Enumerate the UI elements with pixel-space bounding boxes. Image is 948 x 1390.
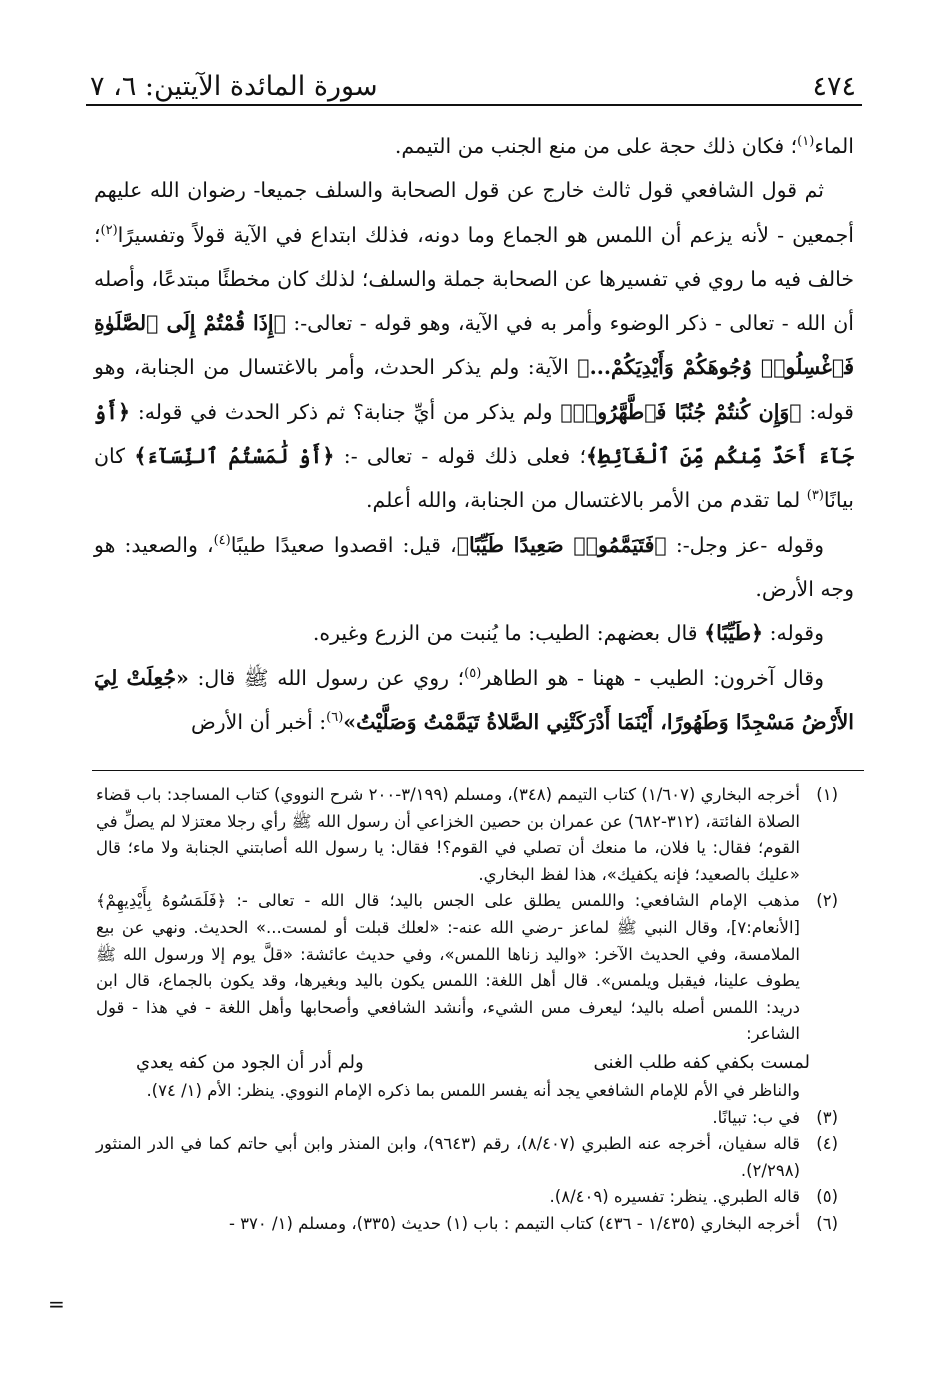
poem-hemistich-1: لمست بكفي كفه طلب الغنى	[593, 1051, 810, 1073]
paragraph-3: وقوله -عز وجل-: ﴿فَتَيَمَّمُوا۟ صَعِيدًا طَيِّبًا﴾، قيل: اقصدوا صعيدًا طيبًا$^{(٤)}$، والصعيد: هو وجه الأرض.	[94, 532, 854, 601]
quran-verse: ﴿إِذَا قُمْتُمْ إِلَى ٱلصَّلَوٰةِ فَٱغْسِلُوا۟ وُجُوهَكُمْ وَأَيْدِيَكُمْ...﴾	[94, 311, 854, 380]
quran-verse: ﴿طَيِّبًا﴾	[704, 621, 764, 646]
paragraph-4: وقوله: ﴿طَيِّبًا﴾ قال بعضهم: الطيب: ما يُنبت من الزرع وغيره.	[312, 621, 824, 646]
paragraph-2: ثم قول الشافعي قول ثالث خارج عن قول الصحابة والسلف جميعا- رضوان الله عليهم أجمعين - لأنه يزعم أن اللمس هو الجماع وما دونه، فذلك ابتداع في الآية قولاً وتفسيرًا$^{(٢)}$؛ خالف فيه ما روي في تفسيرها عن الصحابة جملة والسلف؛ لذلك كان مخطئًا مبتدعًا، وأصله أن الله - تعالى - ذكر الوضوء وأمر به في الآية، وهو قوله - تعالى-: ﴿إِذَا قُمْتُمْ إِلَى ٱلصَّلَوٰةِ فَٱغْسِلُوا۟ وُجُوهَكُمْ وَأَيْدِيَكُمْ...﴾ الآية: ولم يذكر الحدث، وأمر بالاغتسال من الجنابة، وهو قوله: ﴿وَإِن كُنتُمْ جُنُبًا فَٱطَّهَّرُوا۟﴾ ولم يذكر من أيِّ جنابة؟ ثم ذكر الحدث في قوله: ﴿أَوْ جَآءَ أَحَدٌ مِّنكُم مِّنَ ٱلْغَآئِطِ﴾؛ فعلى ذلك قوله - تعالى -: ﴿أَوْ لَٰمَسْتُمُ ٱلنِّسَآءَ﴾ كان بيانًا$^{(٣)}$ لما تقدم من الأمر بالاغتسال من الجنابة، والله أعلم.	[94, 178, 855, 513]
quran-verse: ﴿أَوْ جَآءَ أَحَدٌ مِّنكُم مِّنَ ٱلْغَآئِطِ﴾	[94, 399, 854, 469]
quran-verse: ﴿وَإِن كُنتُمْ جُنُبًا فَٱطَّهَّرُوا۟﴾	[560, 399, 802, 424]
footnote-separator	[92, 770, 864, 771]
hadith-quote: «جُعِلَتْ لِيَ الأَرْضُ مَسْجِدًا وَطَهُورًا، أَيْنَمَا أَدْرَكَتْنِي الصَّلاةُ تَيَمَّمْتُ وَصَلَّيْتُ»	[94, 665, 854, 734]
main-text	[94, 124, 854, 744]
footnote-1: (١) أخرجه البخاري (١/٦٠٧) كتاب التيمم (٣٤٨)، ومسلم (٣/١٩٩-٢٠٠ شرح النووي) كتاب المساجد: باب قضاء الصلاة الفائتة، (٣١٢-٦٨٢) عن عمران بن حصين الخزاعي أن رسول الله ﷺ رأي رجلا معتزلا لم يصلِّ في القوم؛ فقال: يا فلان، ما منعك أن تصلي في القوم؟! فقال: يا رسول الله أصابتني الجنابة ولا ماء؛ قال «عليك بالصعيد؛ فإنه يكفيك»، هذا لفظ البخاري.	[96, 785, 838, 884]
footnote-3: (٣) في ب: تبيانًا.	[712, 1107, 838, 1127]
footnote-ref: (٣)	[806, 488, 824, 504]
footnote-ref: (١)	[797, 134, 815, 150]
footnote-6: (٦) أخرجه البخاري (١/٤٣٥ - ٤٣٦) كتاب التيمم : باب (١) حديث (٣٣٥)، ومسلم (١/ ٣٧٠ -	[228, 1213, 838, 1233]
page-header	[90, 62, 856, 102]
running-title: سورة المائدة الآيتين: ٦، ٧	[90, 71, 378, 102]
quran-verse: ﴿فَتَيَمَّمُوا۟ صَعِيدًا طَيِّبًا﴾	[456, 532, 667, 557]
poem-verse	[96, 1048, 838, 1078]
header-rule	[86, 104, 862, 106]
paragraph-1: الماء$^{(١)}$؛ فكان ذلك حجة على من منع الجنب من التيمم.	[394, 134, 854, 158]
footnote-ref: (٤)	[213, 532, 231, 548]
footnote-2: (٢) مذهب الإمام الشافعي: واللمس يطلق على الجس باليد؛ قال الله - تعالى -: ﴿فَلَمَسُوهُ بِأَيْدِيهِمْ﴾[الأنعام:٧]، وقال النبي ﷺ لماعز -رضي الله عنه-: «لعلك قبلت أو لمست...» الحديث. ونهي عن بيع الملامسة، وفي الحديث الآخر: «واليد زناها اللمس»، وفي حديث عائشة: «قلَّ يوم إلا ورسول الله ﷺ يطوف علينا، فيقبل ويلمس». قال أهل اللغة: اللمس يكون باليد وبغيرها، وقد يكون بالجماع، قال ابن دريد: اللمس أصله باليد؛ ليعرف مس الشيء، وأنشد الشافعي وأصحابها وأهل اللغة - في هذا - قول الشاعر:	[96, 891, 838, 1044]
footnote-ref: (٦)	[326, 710, 344, 726]
page-number: ٤٧٤	[812, 71, 856, 102]
footnote-ref: (٥)	[464, 665, 482, 681]
footnote-4: (٤) قاله سفيان، أخرجه عنه الطبري (٨/٤٠٧)، رقم (٩٦٤٣)، وابن المنذر وابن أبي حاتم كما في الدر المنثور (٢/٢٩٨).	[96, 1134, 838, 1180]
footnote-5: (٥) قاله الطبري. ينظر: تفسيره (٨/٤٠٩).	[549, 1187, 838, 1207]
quran-verse: ﴿أَوْ لَٰمَسْتُمُ ٱلنِّسَآءَ﴾	[134, 444, 335, 469]
continuation-mark: =	[48, 1292, 65, 1316]
footnotes	[96, 782, 838, 1238]
paragraph-5: وقال آخرون: الطيب - ههنا - هو الطاهر$^{(٥)}$؛ روي عن رسول الله ﷺ قال: «جُعِلَتْ لِيَ الأَرْضُ مَسْجِدًا وَطَهُورًا، أَيْنَمَا أَدْرَكَتْنِي الصَّلاةُ تَيَمَّمْتُ وَصَلَّيْتُ»$^{(٦)}$: أخبر أن الأرض	[94, 665, 854, 734]
poem-hemistich-2: ولم أدر أن الجود من كفه يعدي	[136, 1051, 364, 1073]
footnote-2-continued: والناظر في الأم للإمام الشافعي يجد أنه يفسر اللمس بما ذكره الإمام النووي. ينظر: الأم (١/ ٧٤).	[146, 1080, 800, 1100]
footnote-ref: (٢)	[100, 222, 118, 238]
